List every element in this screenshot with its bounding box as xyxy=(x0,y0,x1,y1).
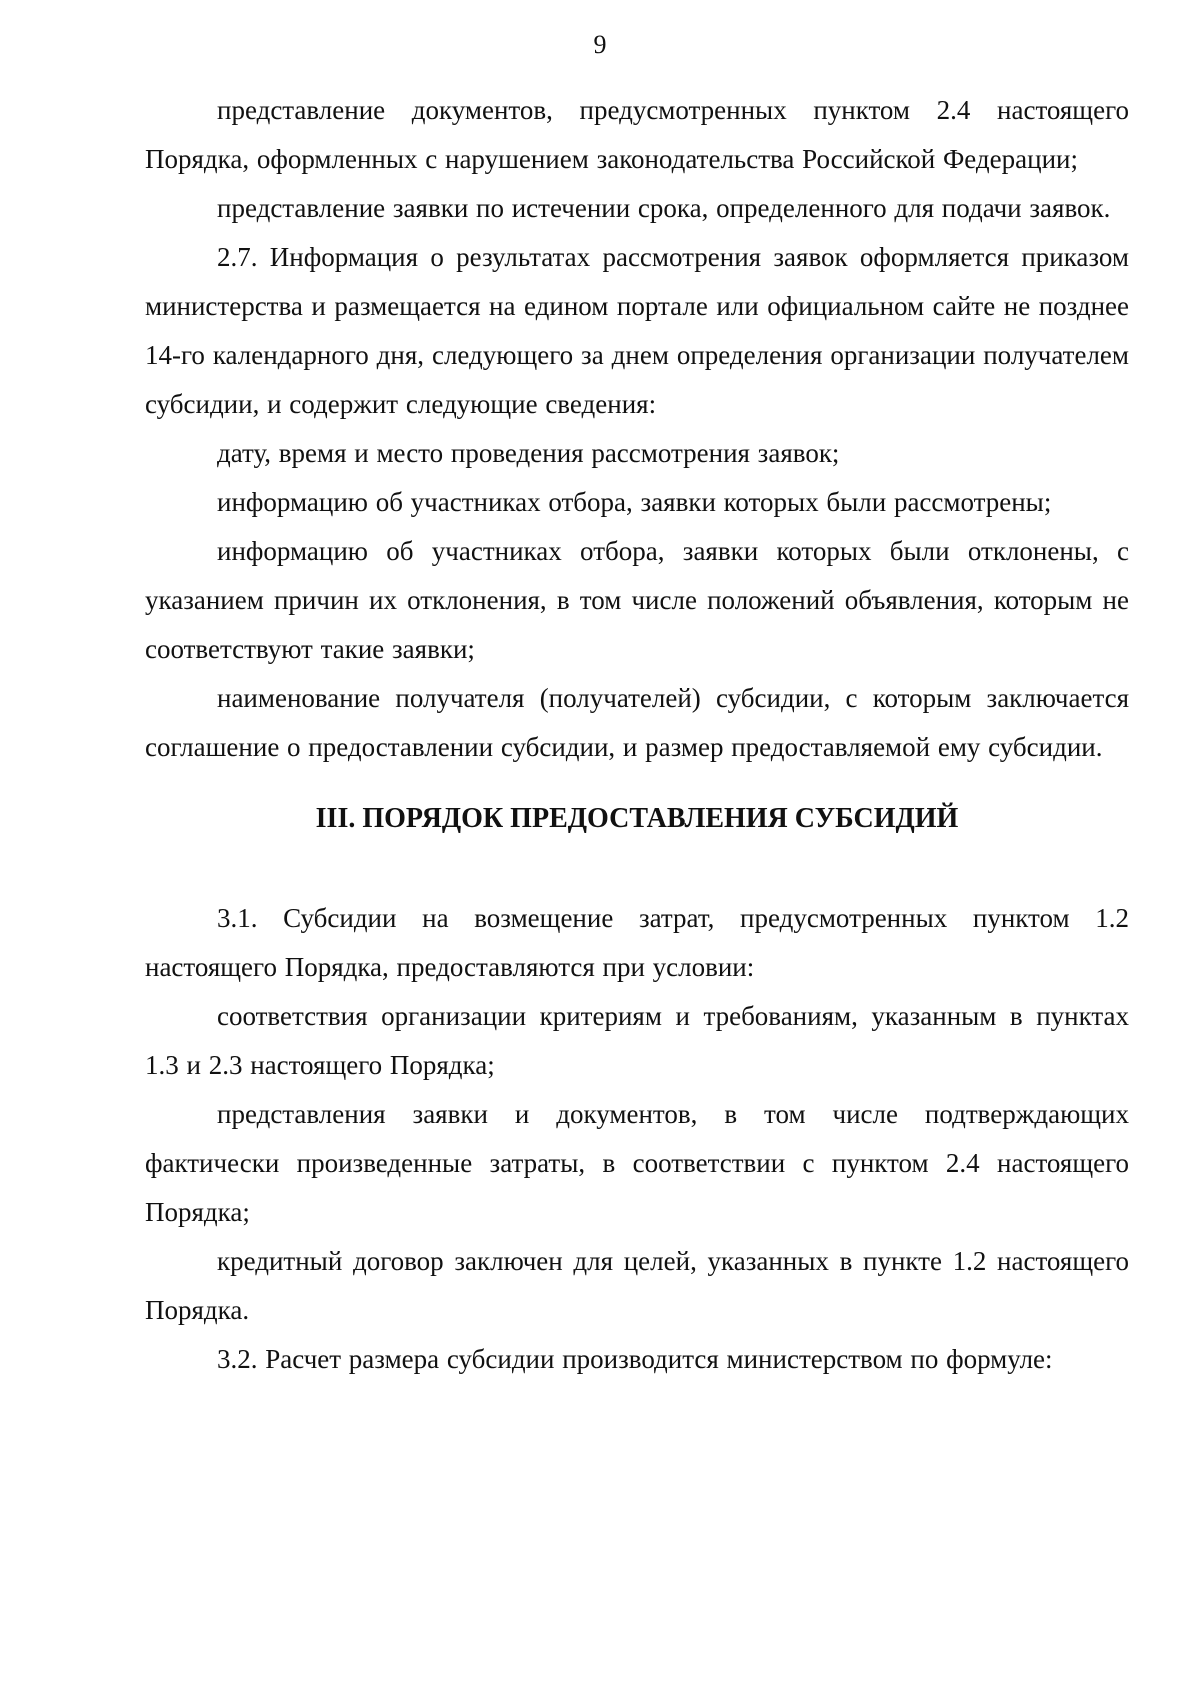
paragraph-late-application: представление заявки по истечении срока, определенного для подачи заявок. xyxy=(217,193,1111,223)
paragraph-credit-agreement: кредитный договор заключен для целей, указанных в пункте 1.2 настоящего Порядка. xyxy=(145,1246,1129,1325)
paragraph-recipient-name: наименование получателя (получателей) субсидии, с которым заключается соглашение о предоставлении субсидии, и размер предоставляемой ему субсидии. xyxy=(145,683,1129,762)
paragraph-2-7-results-info: 2.7. Информация о результатах рассмотрения заявок оформляется приказом министерства и размещается на едином портале или официальном сайте не позднее 14-го календарного дня, следующего за днем определения организации получателем субсидии, и содержит следующие сведения: xyxy=(145,242,1129,419)
paragraph-3-1-conditions: 3.1. Субсидии на возмещение затрат, предусмотренных пунктом 1.2 настоящего Порядка, предоставляются при условии: xyxy=(145,903,1129,982)
paragraph-participants-rejected: информацию об участниках отбора, заявки которых были отклонены, с указанием причин их отклонения, в том числе положений объявления, которым не соответствуют такие заявки; xyxy=(145,536,1129,664)
paragraph-criteria-compliance: соответствия организации критериям и требованиям, указанным в пунктах 1.3 и 2.3 настоящего Порядка; xyxy=(145,1001,1129,1080)
paragraph-application-submission: представления заявки и документов, в том числе подтверждающих фактически произведенные затраты, в соответствии с пунктом 2.4 настоящего Порядка; xyxy=(145,1099,1129,1227)
paragraph-date-time-place: дату, время и место проведения рассмотрения заявок; xyxy=(217,438,840,468)
page-number: 9 xyxy=(593,30,607,59)
paragraph-documents-violation: представление документов, предусмотренных пунктом 2.4 настоящего Порядка, оформленных с нарушением законодательства Российской Федерации; xyxy=(145,95,1129,174)
section-heading: III. ПОРЯДОК ПРЕДОСТАВЛЕНИЯ СУБСИДИЙ xyxy=(315,803,959,834)
paragraph-3-2-calculation: 3.2. Расчет размера субсидии производится министерством по формуле: xyxy=(217,1344,1053,1374)
document-body xyxy=(145,86,1129,1384)
paragraph-participants-reviewed: информацию об участниках отбора, заявки которых были рассмотрены; xyxy=(217,487,1052,517)
